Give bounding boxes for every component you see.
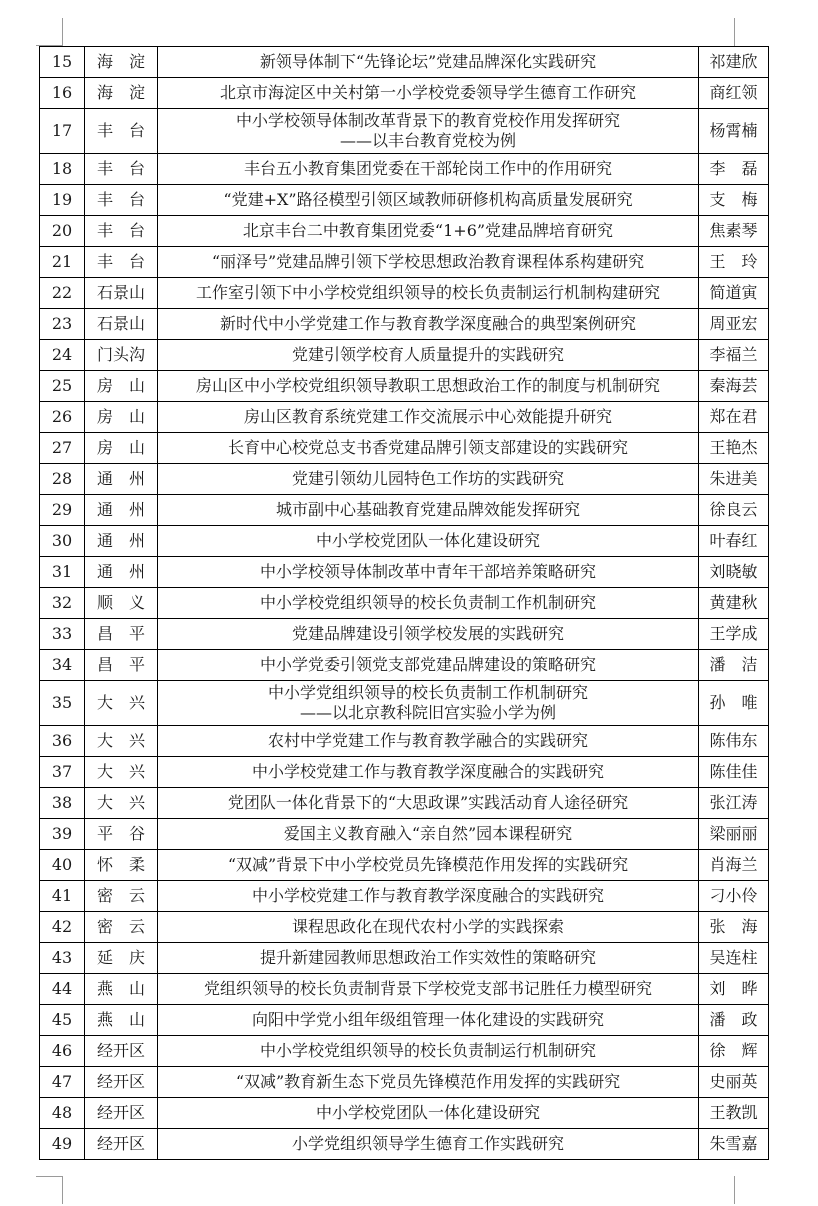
project-title: 课程思政化在现代农村小学的实践探索 xyxy=(291,917,564,936)
district-cell: 经开区 xyxy=(85,1129,158,1160)
project-title-cell xyxy=(158,557,699,588)
district-cell: 燕 山 xyxy=(85,974,158,1005)
person-name-cell: 陈佳佳 xyxy=(699,757,769,788)
table-row xyxy=(40,185,769,216)
table-row xyxy=(40,881,769,912)
district-cell: 大 兴 xyxy=(85,726,158,757)
district-cell: 经开区 xyxy=(85,1036,158,1067)
project-title: 中小学校领导体制改革背景下的教育党校作用发挥研究 xyxy=(235,111,620,130)
table-row xyxy=(40,495,769,526)
table-row xyxy=(40,819,769,850)
table-row xyxy=(40,109,769,154)
district-cell: 大 兴 xyxy=(85,788,158,819)
project-title: 中小学校领导体制改革中青年干部培养策略研究 xyxy=(259,562,596,581)
project-title: 中小学党委引领党支部党建品牌建设的策略研究 xyxy=(259,655,596,674)
district-cell: 房 山 xyxy=(85,433,158,464)
project-title: 中小学校党组织领导的校长负责制工作机制研究 xyxy=(259,593,596,612)
table-row xyxy=(40,278,769,309)
row-number: 36 xyxy=(40,726,85,757)
project-title-cell xyxy=(158,943,699,974)
row-number: 26 xyxy=(40,402,85,433)
row-number: 39 xyxy=(40,819,85,850)
person-name-cell: 刁小伶 xyxy=(699,881,769,912)
district-cell: 大 兴 xyxy=(85,681,158,726)
row-number: 49 xyxy=(40,1129,85,1160)
row-number: 38 xyxy=(40,788,85,819)
person-name-cell: 王艳杰 xyxy=(699,433,769,464)
crop-mark-bottom-right xyxy=(734,1176,735,1204)
person-name-cell: 简道寅 xyxy=(699,278,769,309)
row-number: 25 xyxy=(40,371,85,402)
row-number: 29 xyxy=(40,495,85,526)
district-cell: 海 淀 xyxy=(85,47,158,78)
project-title-cell xyxy=(158,109,699,154)
project-table xyxy=(39,46,769,1160)
table-row xyxy=(40,588,769,619)
district-cell: 丰 台 xyxy=(85,109,158,154)
project-title-cell xyxy=(158,1005,699,1036)
table-row xyxy=(40,340,769,371)
project-title: 城市副中心基础教育党建品牌效能发挥研究 xyxy=(275,500,580,519)
person-name-cell: 郑在君 xyxy=(699,402,769,433)
project-title: 党建品牌建设引领学校发展的实践研究 xyxy=(291,624,564,643)
person-name-cell: 李 磊 xyxy=(699,154,769,185)
project-title-cell xyxy=(158,78,699,109)
project-title: 中小学校党团队一体化建设研究 xyxy=(315,531,540,550)
project-title-cell xyxy=(158,1098,699,1129)
person-name-cell: 潘 政 xyxy=(699,1005,769,1036)
person-name-cell: 刘 晔 xyxy=(699,974,769,1005)
project-title-cell xyxy=(158,850,699,881)
table-row xyxy=(40,371,769,402)
project-title-cell xyxy=(158,974,699,1005)
person-name-cell: 祁建欣 xyxy=(699,47,769,78)
crop-mark-bottom-left xyxy=(62,1176,63,1204)
project-title-cell xyxy=(158,340,699,371)
project-title-cell xyxy=(158,216,699,247)
district-cell: 密 云 xyxy=(85,912,158,943)
row-number: 28 xyxy=(40,464,85,495)
project-title: 丰台五小教育集团党委在干部轮岗工作中的作用研究 xyxy=(243,159,612,178)
project-title: 中小学党组织领导的校长负责制工作机制研究 xyxy=(267,683,588,702)
row-number: 22 xyxy=(40,278,85,309)
person-name-cell: 陈伟东 xyxy=(699,726,769,757)
table-row xyxy=(40,247,769,278)
row-number: 41 xyxy=(40,881,85,912)
row-number: 24 xyxy=(40,340,85,371)
district-cell: 海 淀 xyxy=(85,78,158,109)
person-name-cell: 朱进美 xyxy=(699,464,769,495)
row-number: 34 xyxy=(40,650,85,681)
person-name-cell: 支 梅 xyxy=(699,185,769,216)
project-title: 农村中学党建工作与教育教学融合的实践研究 xyxy=(267,731,588,750)
project-title: 房山区教育系统党建工作交流展示中心效能提升研究 xyxy=(243,407,612,426)
project-title: 党建引领学校育人质量提升的实践研究 xyxy=(291,345,564,364)
row-number: 47 xyxy=(40,1067,85,1098)
table-row xyxy=(40,526,769,557)
district-cell: 昌 平 xyxy=(85,619,158,650)
table-row xyxy=(40,619,769,650)
row-number: 43 xyxy=(40,943,85,974)
project-title: “党建+X”路径模型引领区域教师研修机构高质量发展研究 xyxy=(223,190,633,209)
row-number: 35 xyxy=(40,681,85,726)
table-row xyxy=(40,726,769,757)
district-cell: 门头沟 xyxy=(85,340,158,371)
district-cell: 通 州 xyxy=(85,495,158,526)
project-title: “双减”背景下中小学校党员先锋模范作用发挥的实践研究 xyxy=(227,855,629,874)
crop-mark-bottom-left-h xyxy=(36,1176,63,1177)
district-cell: 丰 台 xyxy=(85,154,158,185)
table-row xyxy=(40,154,769,185)
row-number: 21 xyxy=(40,247,85,278)
project-title-cell xyxy=(158,881,699,912)
district-cell: 丰 台 xyxy=(85,216,158,247)
crop-mark-top-left xyxy=(62,18,63,46)
project-title-cell xyxy=(158,1129,699,1160)
row-number: 37 xyxy=(40,757,85,788)
table-row xyxy=(40,47,769,78)
table-row xyxy=(40,1098,769,1129)
district-cell: 怀 柔 xyxy=(85,850,158,881)
person-name-cell: 王 玲 xyxy=(699,247,769,278)
project-title: 中小学校党建工作与教育教学深度融合的实践研究 xyxy=(251,762,604,781)
district-cell: 石景山 xyxy=(85,309,158,340)
project-title-cell xyxy=(158,819,699,850)
person-name-cell: 徐 辉 xyxy=(699,1036,769,1067)
row-number: 18 xyxy=(40,154,85,185)
table-row xyxy=(40,309,769,340)
row-number: 32 xyxy=(40,588,85,619)
district-cell: 燕 山 xyxy=(85,1005,158,1036)
district-cell: 房 山 xyxy=(85,402,158,433)
project-title-cell xyxy=(158,619,699,650)
project-title-cell xyxy=(158,788,699,819)
district-cell: 密 云 xyxy=(85,881,158,912)
table-row xyxy=(40,1036,769,1067)
row-number: 42 xyxy=(40,912,85,943)
district-cell: 丰 台 xyxy=(85,247,158,278)
district-cell: 昌 平 xyxy=(85,650,158,681)
row-number: 46 xyxy=(40,1036,85,1067)
row-number: 48 xyxy=(40,1098,85,1129)
person-name-cell: 吴连柱 xyxy=(699,943,769,974)
person-name-cell: 史丽英 xyxy=(699,1067,769,1098)
table-row xyxy=(40,402,769,433)
project-title: 中小学校党组织领导的校长负责制运行机制研究 xyxy=(259,1041,596,1060)
person-name-cell: 孙 唯 xyxy=(699,681,769,726)
table-row xyxy=(40,78,769,109)
row-number: 40 xyxy=(40,850,85,881)
project-title: 中小学校党建工作与教育教学深度融合的实践研究 xyxy=(251,886,604,905)
row-number: 20 xyxy=(40,216,85,247)
table-row xyxy=(40,216,769,247)
table-row xyxy=(40,850,769,881)
project-title: 北京丰台二中教育集团党委“1+6”党建品牌培育研究 xyxy=(242,221,614,240)
project-title-cell xyxy=(158,588,699,619)
table-row xyxy=(40,943,769,974)
table-row xyxy=(40,912,769,943)
project-title: 党组织领导的校长负责制背景下学校党支部书记胜任力模型研究 xyxy=(203,979,652,998)
project-title: 提升新建园教师思想政治工作实效性的策略研究 xyxy=(259,948,596,967)
project-title-cell xyxy=(158,278,699,309)
project-title: 党建引领幼儿园特色工作坊的实践研究 xyxy=(291,469,564,488)
project-title-cell xyxy=(158,726,699,757)
project-title-cell xyxy=(158,464,699,495)
table-row xyxy=(40,650,769,681)
row-number: 31 xyxy=(40,557,85,588)
project-table-body xyxy=(40,47,769,1160)
project-title: “双减”教育新生态下党员先锋模范作用发挥的实践研究 xyxy=(235,1072,621,1091)
table-row xyxy=(40,557,769,588)
table-row xyxy=(40,433,769,464)
person-name-cell: 焦素琴 xyxy=(699,216,769,247)
row-number: 44 xyxy=(40,974,85,1005)
row-number: 27 xyxy=(40,433,85,464)
project-title: 党团队一体化背景下的“大思政课”实践活动育人途径研究 xyxy=(227,793,629,812)
person-name-cell: 张 海 xyxy=(699,912,769,943)
project-title: 向阳中学党小组年级组管理一体化建设的实践研究 xyxy=(251,1010,604,1029)
project-title-cell xyxy=(158,185,699,216)
project-title: 小学党组织领导学生德育工作实践研究 xyxy=(291,1134,564,1153)
row-number: 19 xyxy=(40,185,85,216)
project-title-cell xyxy=(158,757,699,788)
district-cell: 石景山 xyxy=(85,278,158,309)
person-name-cell: 叶春红 xyxy=(699,526,769,557)
project-title-cell xyxy=(158,247,699,278)
person-name-cell: 李福兰 xyxy=(699,340,769,371)
project-title: 房山区中小学校党组织领导教职工思想政治工作的制度与机制研究 xyxy=(195,376,660,395)
project-title-cell xyxy=(158,1036,699,1067)
district-cell: 延 庆 xyxy=(85,943,158,974)
project-title: 北京市海淀区中关村第一小学校党委领导学生德育工作研究 xyxy=(219,83,636,102)
project-title-cell xyxy=(158,402,699,433)
district-cell: 通 州 xyxy=(85,557,158,588)
table-row xyxy=(40,757,769,788)
table-row xyxy=(40,788,769,819)
person-name-cell: 商红领 xyxy=(699,78,769,109)
person-name-cell: 肖海兰 xyxy=(699,850,769,881)
district-cell: 顺 义 xyxy=(85,588,158,619)
district-cell: 大 兴 xyxy=(85,757,158,788)
project-title: 爱国主义教育融入“亲自然”园本课程研究 xyxy=(283,824,573,843)
project-title: 新时代中小学党建工作与教育教学深度融合的典型案例研究 xyxy=(219,314,636,333)
crop-mark-top-right xyxy=(734,18,735,46)
row-number: 17 xyxy=(40,109,85,154)
row-number: 15 xyxy=(40,47,85,78)
project-title: 工作室引领下中小学校党组织领导的校长负责制运行机制构建研究 xyxy=(195,283,660,302)
project-title-cell xyxy=(158,912,699,943)
person-name-cell: 秦海芸 xyxy=(699,371,769,402)
person-name-cell: 黄建秋 xyxy=(699,588,769,619)
project-subtitle: ——以丰台教育党校为例 xyxy=(339,131,516,150)
project-title-cell xyxy=(158,47,699,78)
district-cell: 通 州 xyxy=(85,526,158,557)
person-name-cell: 杨霄楠 xyxy=(699,109,769,154)
project-title-cell xyxy=(158,681,699,726)
row-number: 33 xyxy=(40,619,85,650)
project-title: 中小学校党团队一体化建设研究 xyxy=(315,1103,540,1122)
project-title: 新领导体制下“先锋论坛”党建品牌深化实践研究 xyxy=(259,52,597,71)
district-cell: 经开区 xyxy=(85,1067,158,1098)
project-title-cell xyxy=(158,371,699,402)
person-name-cell: 梁丽丽 xyxy=(699,819,769,850)
project-title-cell xyxy=(158,154,699,185)
project-title: “丽泽号”党建品牌引领下学校思想政治教育课程体系构建研究 xyxy=(211,252,645,271)
table-row xyxy=(40,464,769,495)
row-number: 16 xyxy=(40,78,85,109)
table-row xyxy=(40,681,769,726)
project-title-cell xyxy=(158,309,699,340)
row-number: 45 xyxy=(40,1005,85,1036)
person-name-cell: 潘 洁 xyxy=(699,650,769,681)
table-row xyxy=(40,1129,769,1160)
table-row xyxy=(40,1005,769,1036)
project-title-cell xyxy=(158,650,699,681)
row-number: 30 xyxy=(40,526,85,557)
district-cell: 经开区 xyxy=(85,1098,158,1129)
district-cell: 平 谷 xyxy=(85,819,158,850)
person-name-cell: 张江涛 xyxy=(699,788,769,819)
person-name-cell: 王学成 xyxy=(699,619,769,650)
person-name-cell: 朱雪嘉 xyxy=(699,1129,769,1160)
person-name-cell: 王教凯 xyxy=(699,1098,769,1129)
project-subtitle: ——以北京教科院旧宫实验小学为例 xyxy=(299,703,556,722)
project-title-cell xyxy=(158,495,699,526)
table-row xyxy=(40,1067,769,1098)
district-cell: 丰 台 xyxy=(85,185,158,216)
table-row xyxy=(40,974,769,1005)
row-number: 23 xyxy=(40,309,85,340)
district-cell: 房 山 xyxy=(85,371,158,402)
project-title: 长育中心校党总支书香党建品牌引领支部建设的实践研究 xyxy=(227,438,628,457)
person-name-cell: 周亚宏 xyxy=(699,309,769,340)
project-title-cell xyxy=(158,433,699,464)
project-title-cell xyxy=(158,1067,699,1098)
person-name-cell: 徐良云 xyxy=(699,495,769,526)
person-name-cell: 刘晓敏 xyxy=(699,557,769,588)
district-cell: 通 州 xyxy=(85,464,158,495)
project-title-cell xyxy=(158,526,699,557)
